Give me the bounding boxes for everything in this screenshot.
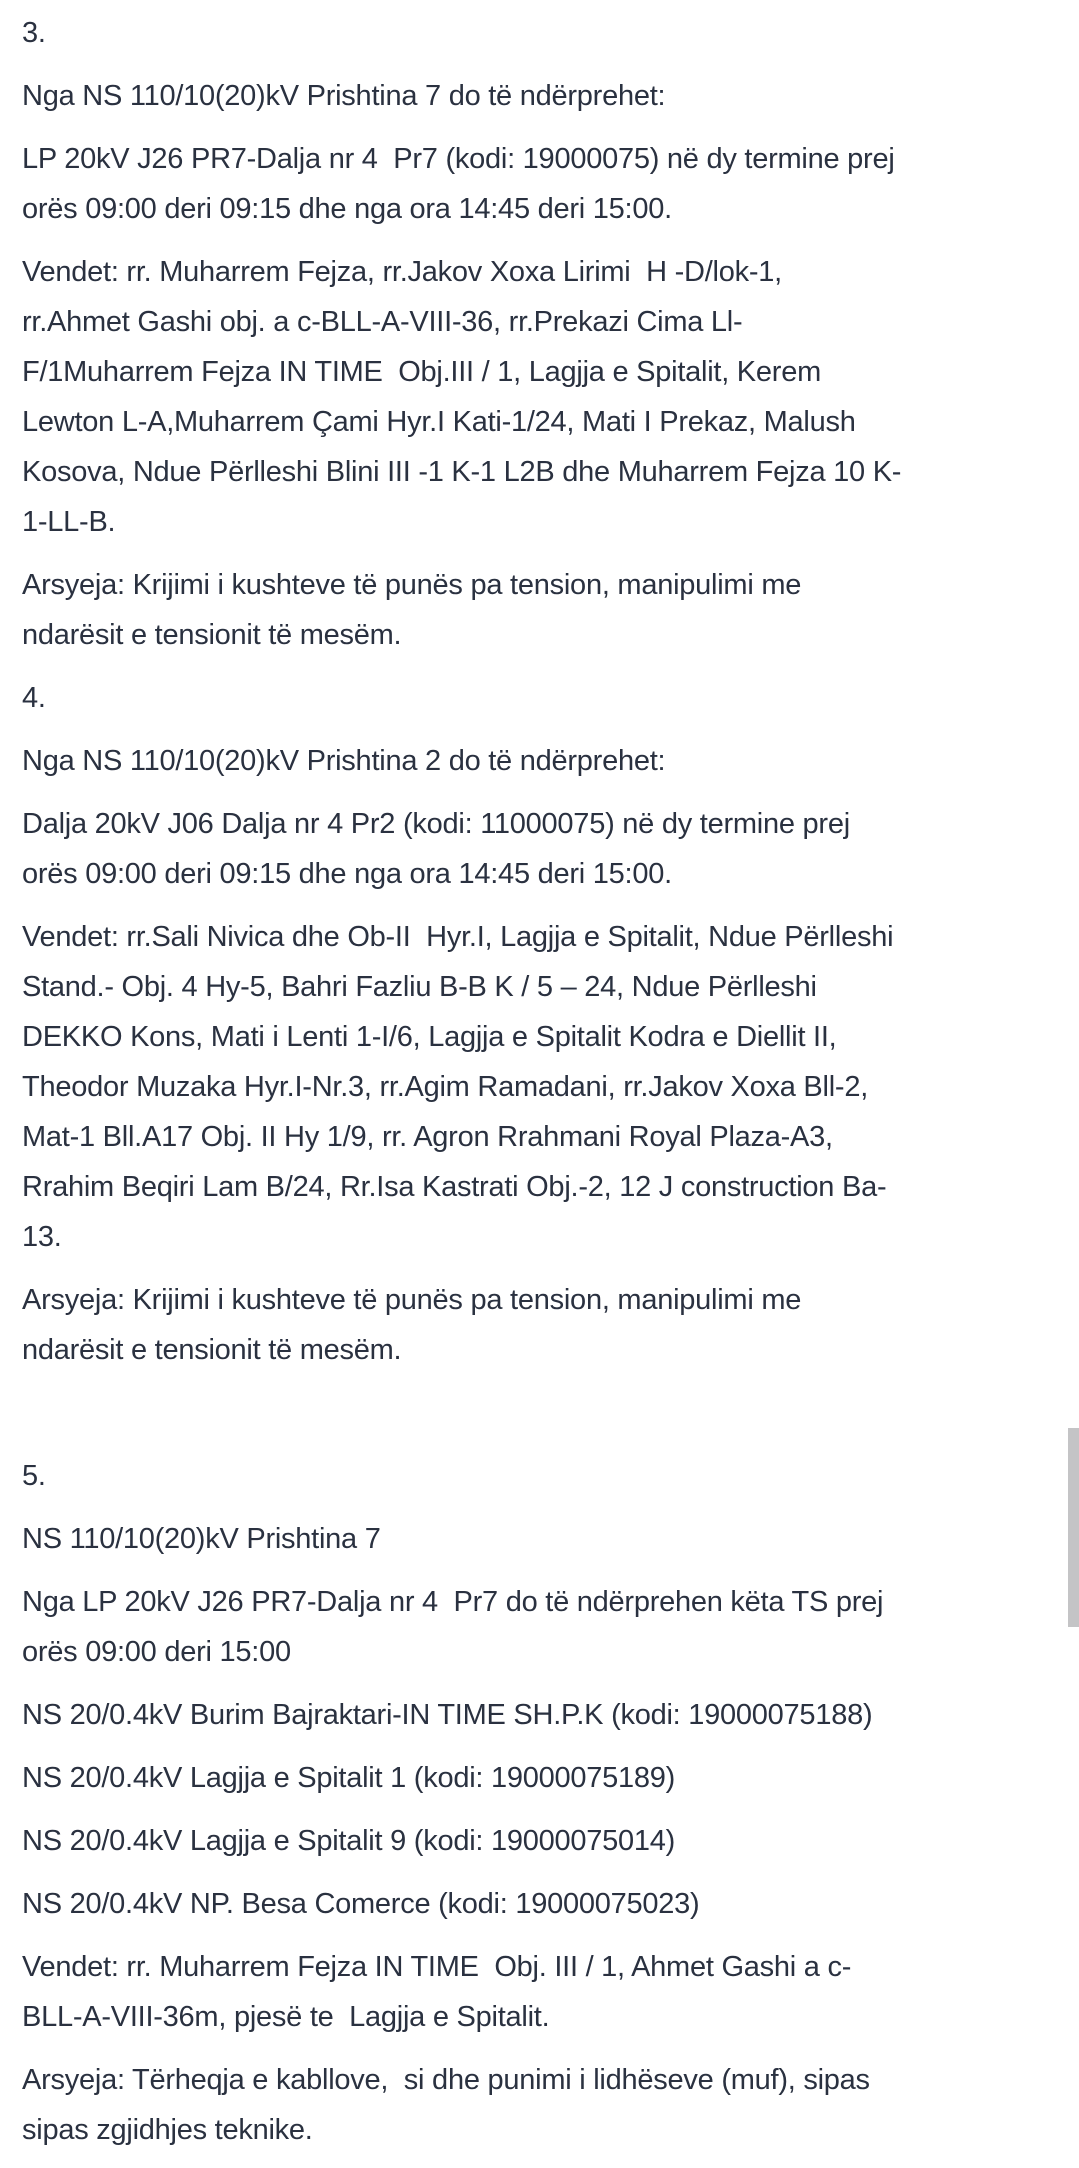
text-line: Arsyeja: Krijimi i kushteve të punës pa tension, manipulimi me bbox=[22, 569, 802, 601]
ts-list-item-1 bbox=[22, 1690, 1057, 1740]
text-line: Stand.- Obj. 4 Hy-5, Bahri Fazliu B-B K / 5 – 24, Ndue Përlleshi bbox=[22, 971, 817, 1003]
text-line: 3. bbox=[22, 17, 46, 49]
text-line: Nga LP 20kV J26 PR7-Dalja nr 4 Pr7 do të ndërprehen këta TS prej bbox=[22, 1586, 884, 1618]
text-line: NS 20/0.4kV Burim Bajraktari-IN TIME SH.P.K (kodi: 19000075188) bbox=[22, 1699, 873, 1731]
outage-feeder-3 bbox=[22, 134, 1057, 234]
text-line: F/1Muharrem Fejza IN TIME Obj.III / 1, Lagjja e Spitalit, Kerem bbox=[22, 356, 821, 388]
text-line: 13. bbox=[22, 1221, 62, 1253]
text-line: 1-LL-B. bbox=[22, 506, 116, 538]
text-line: NS 110/10(20)kV Prishtina 7 bbox=[22, 1523, 381, 1555]
text-line bbox=[22, 1388, 1057, 1438]
text-line: NS 20/0.4kV NP. Besa Comerce (kodi: 19000075023) bbox=[22, 1888, 700, 1920]
text-line: DEKKO Kons, Mati i Lenti 1-I/6, Lagjja e Spitalit Kodra e Diellit II, bbox=[22, 1021, 837, 1053]
vertical-scrollbar-thumb[interactable] bbox=[1068, 1428, 1079, 1627]
text-line: BLL-A-VIII-36m, pjesë te Lagjja e Spitalit. bbox=[22, 2001, 550, 2033]
reason-3 bbox=[22, 560, 1057, 660]
outage-notice-document bbox=[22, 8, 1057, 2168]
text-line: LP 20kV J26 PR7-Dalja nr 4 Pr7 (kodi: 19000075) në dy termine prej bbox=[22, 143, 895, 175]
text-line: ndarësit e tensionit të mesëm. bbox=[22, 619, 402, 651]
item-number-3 bbox=[22, 8, 1057, 58]
text-line: Vendet: rr. Muharrem Fejza IN TIME Obj. III / 1, Ahmet Gashi a c- bbox=[22, 1951, 852, 1983]
text-line: NS 20/0.4kV Lagjja e Spitalit 1 (kodi: 19000075189) bbox=[22, 1762, 676, 1794]
text-line: orës 09:00 deri 15:00 bbox=[22, 1636, 291, 1668]
text-line: Mat-1 Bll.A17 Obj. II Hy 1/9, rr. Agron Rrahmani Royal Plaza-A3, bbox=[22, 1121, 833, 1153]
text-line: Rrahim Beqiri Lam B/24, Rr.Isa Kastrati Obj.-2, 12 J construction Ba- bbox=[22, 1171, 887, 1203]
text-line: Nga NS 110/10(20)kV Prishtina 7 do të ndërprehet: bbox=[22, 80, 666, 112]
ts-list-item-3 bbox=[22, 1816, 1057, 1866]
text-line: 4. bbox=[22, 682, 46, 714]
reason-5 bbox=[22, 2055, 1057, 2155]
text-line: Dalja 20kV J06 Dalja nr 4 Pr2 (kodi: 11000075) në dy termine prej bbox=[22, 808, 850, 840]
text-line: Arsyeja: Tërheqja e kabllove, si dhe punimi i lidhëseve (muf), sipas bbox=[22, 2064, 870, 2096]
ts-list-item-2 bbox=[22, 1753, 1057, 1803]
text-line: Lewton L-A,Muharrem Çami Hyr.I Kati-1/24, Mati I Prekaz, Malush bbox=[22, 406, 856, 438]
item-number-4 bbox=[22, 673, 1057, 723]
source-substation-3 bbox=[22, 71, 1057, 121]
text-line: 5. bbox=[22, 1460, 46, 1492]
text-line: Arsyeja: Krijimi i kushteve të punës pa tension, manipulimi me bbox=[22, 1284, 802, 1316]
text-line: ndarësit e tensionit të mesëm. bbox=[22, 1334, 402, 1366]
outage-feeder-4 bbox=[22, 799, 1057, 899]
text-line: Theodor Muzaka Hyr.I-Nr.3, rr.Agim Ramadani, rr.Jakov Xoxa Bll-2, bbox=[22, 1071, 869, 1103]
outage-feeder-5 bbox=[22, 1577, 1057, 1677]
text-line: rr.Ahmet Gashi obj. a c-BLL-A-VIII-36, rr.Prekazi Cima Ll- bbox=[22, 306, 743, 338]
text-line: Vendet: rr.Sali Nivica dhe Ob-II Hyr.I, Lagjja e Spitalit, Ndue Përlleshi bbox=[22, 921, 894, 953]
text-line: sipas zgjidhjes teknike. bbox=[22, 2114, 313, 2146]
substation-5 bbox=[22, 1514, 1057, 1564]
reason-4 bbox=[22, 1275, 1057, 1375]
locations-5 bbox=[22, 1942, 1057, 2042]
source-substation-4 bbox=[22, 736, 1057, 786]
locations-3 bbox=[22, 247, 1057, 547]
locations-4 bbox=[22, 912, 1057, 1262]
ts-list-item-4 bbox=[22, 1879, 1057, 1929]
text-line: Nga NS 110/10(20)kV Prishtina 2 do të ndërprehet: bbox=[22, 745, 666, 777]
text-line: orës 09:00 deri 09:15 dhe nga ora 14:45 deri 15:00. bbox=[22, 193, 672, 225]
item-number-5 bbox=[22, 1451, 1057, 1501]
text-line: Kosova, Ndue Përlleshi Blini III -1 K-1 L2B dhe Muharrem Fejza 10 K- bbox=[22, 456, 902, 488]
text-line: Vendet: rr. Muharrem Fejza, rr.Jakov Xoxa Lirimi H -D/lok-1, bbox=[22, 256, 782, 288]
blank-paragraph bbox=[22, 1388, 1057, 1438]
text-line: NS 20/0.4kV Lagjja e Spitalit 9 (kodi: 19000075014) bbox=[22, 1825, 676, 1857]
text-line: orës 09:00 deri 09:15 dhe nga ora 14:45 deri 15:00. bbox=[22, 858, 672, 890]
